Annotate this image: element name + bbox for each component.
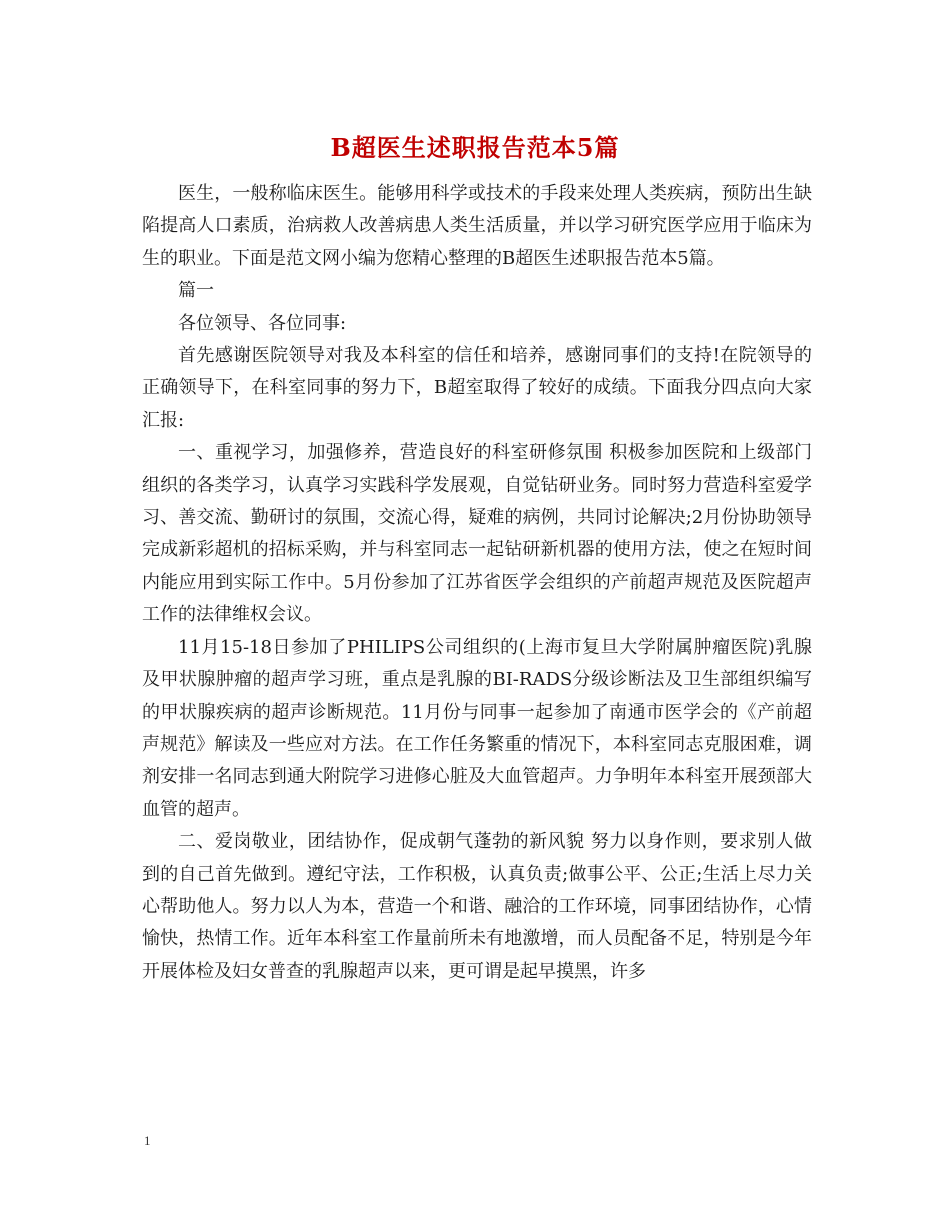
body-paragraph: 二、爱岗敬业，团结协作，促成朝气蓬勃的新风貌 努力以身作则，要求别人做到的自己首先做到。遵纪守法，工作积极，认真负责;做事公平、公正;生活上尽力关心帮助他人。努力以人为本，营造一个和谐、融洽的工作环境，同事团结协作，心情愉快，热情工作。近年本科室工作量前所未有地激增，而人员配备不足，特别是今年开展体检及妇女普查的乳腺超声以来，更可谓是起早摸黑，许多 [142,831,812,982]
section-heading: 篇一 [178,280,214,302]
document-body [142,178,812,988]
body-paragraph: 一、重视学习，加强修养，营造良好的科室研修氛围 积极参加医院和上级部门组织的各类学习，认真学习实践科学发展观，自觉钻研业务。同时努力营造科室爱学习、善交流、勤研讨的氛围，交流心得，疑难的病例，共同讨论解决;2月份协助领导完成新彩超机的招标采购，并与科室同志一起钻研新机器的使用方法，使之在短时间内能应用到实际工作中。5月份参加了江苏省医学会组织的产前超声规范及医院超声工作的法律维权会议。 [142,442,812,626]
page-number: 1 [144,1133,151,1148]
intro-paragraph: 医生，一般称临床医生。能够用科学或技术的手段来处理人类疾病，预防出生缺陷提高人口素质，治病救人改善病患人类生活质量，并以学习研究医学应用于临床为生的职业。下面是范文网小编为您精心整理的B超医生述职报告范本5篇。 [142,183,812,269]
body-paragraph: 首先感谢医院领导对我及本科室的信任和培养，感谢同事们的支持!在院领导的正确领导下，在科室同事的努力下，B超室取得了较好的成绩。下面我分四点向大家汇报: [142,345,812,431]
body-paragraph: 11月15-18日参加了PHILIPS公司组织的(上海市复旦大学附属肿瘤医院)乳腺及甲状腺肿瘤的超声学习班，重点是乳腺的BI-RADS分级诊断法及卫生部组织编写的甲状腺疾病的超声诊断规范。11月份与同事一起参加了南通市医学会的《产前超声规范》解读及一些应对方法。在工作任务繁重的情况下，本科室同志克服困难，调剂安排一名同志到通大附院学习进修心脏及大血管超声。力争明年本科室开展颈部大血管的超声。 [142,636,812,820]
document-title: B超医生述职报告范本5篇 [330,133,620,162]
salutation: 各位领导、各位同事: [178,312,347,334]
